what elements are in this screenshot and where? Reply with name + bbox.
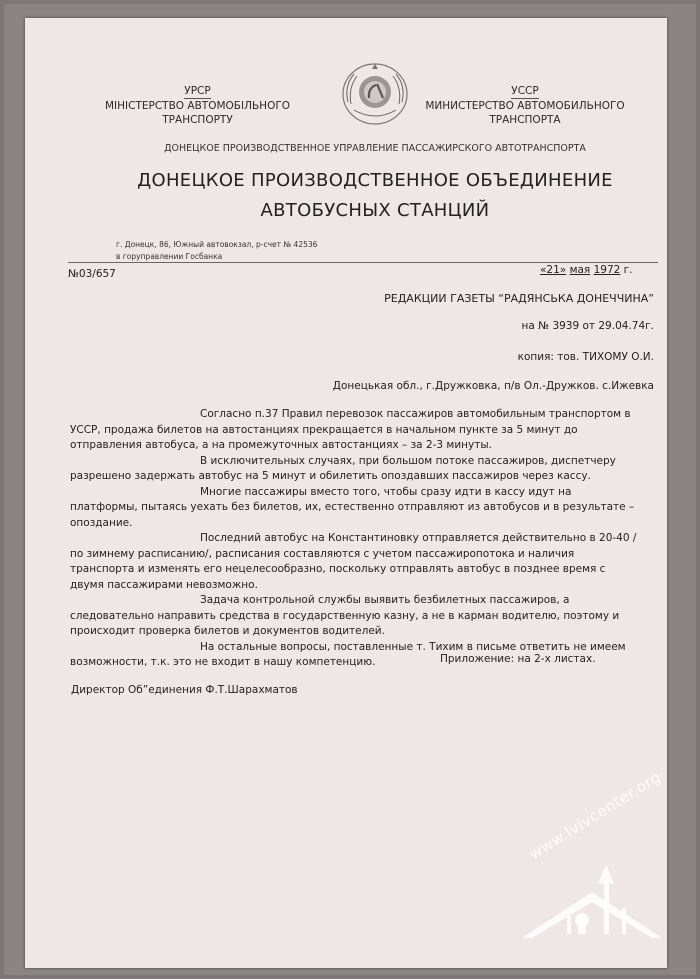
header-left-line2: ТРАНСПОРТУ xyxy=(162,114,233,126)
paragraph: Согласно п.37 Правил перевозок пассажиров автомобильным транспортом в УССР, продажа билетов на автостанциях прекращается в начальном пункте за 5 минут до отправления автобуса, а на промежуточных автостанциях – за 2-3 минуты. xyxy=(70,408,631,451)
header-right-line1: МИНИСТЕРСТВО АВТОМОБИЛЬНОГО xyxy=(425,100,625,112)
copy-recipient: копия: тов. ТИХОМУ О.И. xyxy=(517,351,654,363)
date-day: «21» xyxy=(540,264,567,276)
paragraph: Многие пассажиры вместо того, чтобы сразу идти в кассу идут на платформы, пытаясь уехать без билетов, их, естественно отправляют из автобусов и в результате – опоздание. xyxy=(70,485,635,529)
paragraph: Последний автобус на Константиновку отправляется действительно в 20-40 /по зимнему расписанию/, расписания составляются с учетом пассажиропотока и наличия транспорта и изменять его нецелесообразно, поскольку отправлять автобус в позднее время с двумя пассажирами невозможно. xyxy=(70,532,637,591)
recipient-name: РЕДАКЦИИ ГАЗЕТЫ “РАДЯНСЬКА ДОНЕЧЧИНА” xyxy=(384,292,654,305)
header-right-ministry xyxy=(400,84,650,127)
letter-body xyxy=(70,407,640,671)
paragraph: На остальные вопросы, поставленные т. Тихим в письме ответить не имеем возможности, т.к. это не входит в нашу компетенцию. xyxy=(70,640,626,668)
header-right-abbr: УССР xyxy=(511,85,539,97)
document-date xyxy=(540,264,633,276)
date-month: мая xyxy=(569,264,591,276)
header-right-line2: ТРАНСПОРТА xyxy=(489,114,561,126)
paragraph: Задача контрольной службы выявить безбилетных пассажиров, а следовательно направить средства в государственную казну, а не в карман водителю, поэтому и происходит проверка билетов и документов водителей. xyxy=(70,594,620,637)
recipient-address: Донецькая обл., г.Дружковка, п/в Ол.-Дружков. с.Ижевка xyxy=(332,380,654,392)
watermark-text: www.lvivcenter.org xyxy=(526,767,665,864)
ministry-subtitle: ДОНЕЦКОЕ ПРОИЗВОДСТВЕННОЕ УПРАВЛЕНИЕ ПАССАЖИРСКОГО АВТОТРАНСПОРТА xyxy=(164,143,586,154)
date-year: 1972 xyxy=(593,264,621,276)
appendix-note: Приложение: на 2-х листах. xyxy=(440,653,596,665)
header-divider xyxy=(68,262,658,263)
paragraph: В исключительных случаях, при большом потоке пассажиров, диспетчеру разрешено задержать автобус на 5 минут и обилетить опоздавших пассажиров через кассу. xyxy=(70,454,616,482)
reference-number: на № 3939 от 29.04.74г. xyxy=(521,320,654,332)
signature-line: Директор Об”единения Ф.Т.Шарахматов xyxy=(71,684,298,696)
organization-title: ДОНЕЦКОЕ ПРОИЗВОДСТВЕННОЕ ОБЪЕДИНЕНИЕ xyxy=(137,170,613,191)
header-left-line1: МІНІСТЕРСТВО АВТОМОБІЛЬНОГО xyxy=(104,100,291,112)
date-suffix: г. xyxy=(623,264,633,276)
document-number: №03/657 xyxy=(68,268,116,280)
header-left-ministry xyxy=(0,84,395,127)
organization-subtitle: АВТОБУСНЫХ СТАНЦИЙ xyxy=(260,200,490,221)
address-line: г. Донецк, 86, Южный автовокзал, р-счет № 42536 xyxy=(116,240,318,249)
bank-line: в горуправлении Госбанка xyxy=(116,252,223,261)
header-left-abbr: УРСР xyxy=(184,85,211,97)
